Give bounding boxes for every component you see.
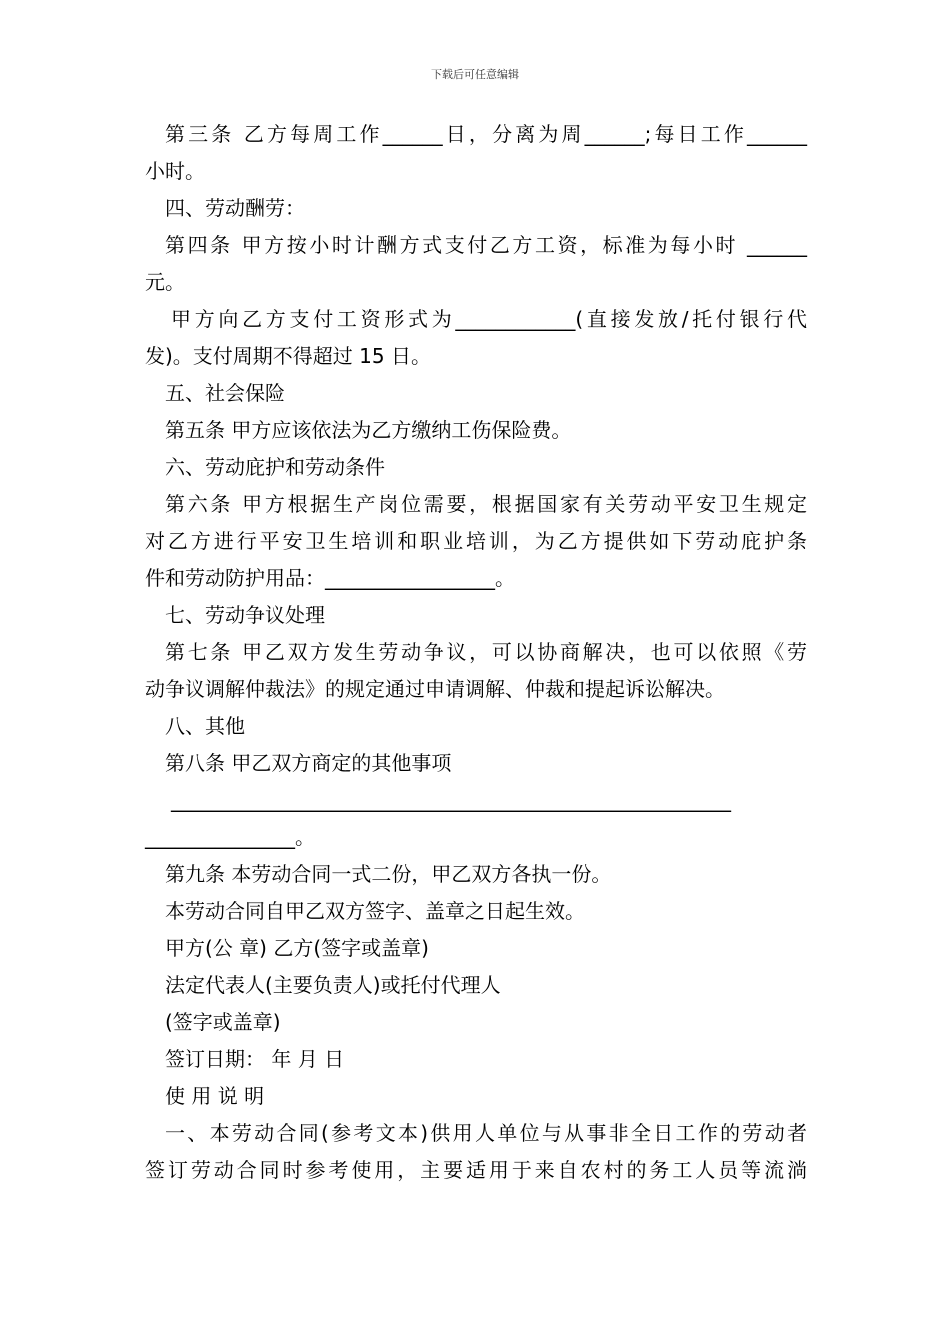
instructions-line-1: 一、本劳动合同(参考文本)供用人单位与从事非全日工作的劳动者 bbox=[165, 1121, 807, 1145]
section-5-heading: 五、社会保险 bbox=[165, 381, 285, 405]
effective-clause: 本劳动合同自甲乙双方签字、盖章之日起生效。 bbox=[165, 899, 585, 923]
article-5: 第五条 甲方应该依法为乙方缴纳工伤保险费。 bbox=[165, 418, 572, 442]
section-4-heading: 四、劳动酬劳： bbox=[165, 196, 305, 220]
sign-or-seal: (签字或盖章) bbox=[165, 1010, 281, 1034]
blank-line-2: _______________。 bbox=[145, 825, 315, 849]
article-6-line-3: 件和劳动防护用品：_________________。 bbox=[145, 566, 515, 590]
article-7-line-1: 第七条 甲乙双方发生劳动争议，可以协商解决，也可以依照《劳 bbox=[165, 640, 807, 664]
article-6-line-2: 对乙方进行平安卫生培训和职业培训，为乙方提供如下劳动庇护条 bbox=[145, 529, 807, 553]
party-signatures: 甲方(公 章) 乙方(签字或盖章) bbox=[165, 936, 429, 960]
page-header: 下载后可任意编辑 bbox=[431, 68, 519, 81]
article-9: 第九条 本劳动合同一式二份，甲乙双方各执一份。 bbox=[165, 862, 612, 886]
article-4-line-1: 第四条 甲方按小时计酬方式支付乙方工资，标准为每小时 ______ bbox=[165, 233, 807, 257]
document-body bbox=[145, 116, 807, 1189]
payment-form-line-1: 甲方向乙方支付工资形式为____________(直接发放/托付银行代 bbox=[171, 307, 807, 331]
legal-representative: 法定代表人(主要负责人)或托付代理人 bbox=[165, 973, 501, 997]
section-8-heading: 八、其他 bbox=[165, 714, 245, 738]
section-6-heading: 六、劳动庇护和劳动条件 bbox=[165, 455, 385, 479]
instructions-heading: 使 用 说 明 bbox=[165, 1084, 265, 1108]
article-6-line-1: 第六条 甲方根据生产岗位需要，根据国家有关劳动平安卫生规定 bbox=[165, 492, 807, 516]
article-3-line-1: 第三条 乙方每周工作______日，分离为周______;每日工作______ bbox=[165, 122, 807, 146]
payment-form-line-2: 发)。支付周期不得超过 15 日。 bbox=[145, 344, 431, 368]
article-8: 第八条 甲乙双方商定的其他事项 bbox=[165, 751, 452, 775]
section-7-heading: 七、劳动争议处理 bbox=[165, 603, 325, 627]
blank-line-1: ________________________________________________________ bbox=[171, 788, 731, 812]
article-7-line-2: 动争议调解仲裁法》的规定通过申请调解、仲裁和提起诉讼解决。 bbox=[145, 677, 725, 701]
article-3-line-2: 小时。 bbox=[145, 159, 205, 183]
instructions-line-2: 签订劳动合同时参考使用，主要适用于来自农村的务工人员等流淌 bbox=[145, 1158, 807, 1182]
article-4-line-2: 元。 bbox=[145, 270, 185, 294]
signing-date: 签订日期： 年 月 日 bbox=[165, 1047, 345, 1071]
